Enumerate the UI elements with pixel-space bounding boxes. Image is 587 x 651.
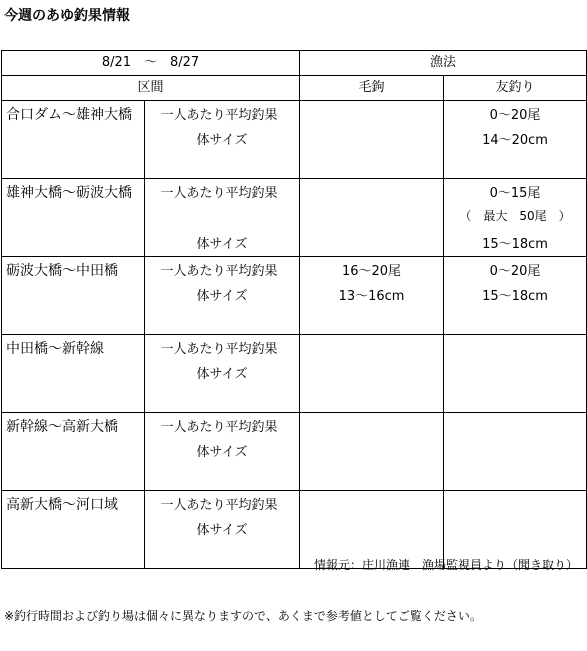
section-name: 高新大橋～河口域 — [2, 491, 145, 569]
tomozuri-catch-value: 0～20尾 — [489, 108, 541, 123]
body-size-label: 体サイズ — [196, 367, 248, 382]
avg-catch-label: 一人あたり平均釣果 — [160, 342, 278, 357]
avg-catch-label: 一人あたり平均釣果 — [160, 420, 278, 435]
kegari-size-value: 13～16cm — [338, 289, 405, 304]
table-row — [2, 101, 587, 179]
table-row — [2, 257, 587, 335]
tomozuri-size-value: 15～18cm — [482, 237, 548, 252]
tomozuri-size-value: 14～20cm — [482, 133, 548, 148]
tomozuri-catch-value: 0～15尾 — [489, 186, 541, 201]
avg-catch-label: 一人あたり平均釣果 — [160, 186, 278, 201]
kegari-column-header: 毛鉤 — [300, 76, 444, 101]
disclaimer-note: ※釣行時間および釣り場は個々に異なりますので、あくまで参考値としてご覧ください。 — [4, 609, 482, 623]
body-size-label: 体サイズ — [196, 289, 248, 304]
body-size-label: 体サイズ — [196, 237, 248, 252]
info-source: 情報元：庄川漁連 漁場監視員より（聞き取り） — [313, 558, 578, 572]
section-name: 砺波大橋～中田橋 — [2, 257, 145, 335]
kegari-catch-value: 16～20尾 — [341, 264, 402, 279]
catch-report-table — [1, 50, 587, 569]
tomozuri-max-value: （ 最大 50尾 ） — [459, 209, 571, 223]
avg-catch-label: 一人あたり平均釣果 — [160, 264, 278, 279]
tomozuri-column-header: 友釣り — [444, 76, 587, 101]
avg-catch-label: 一人あたり平均釣果 — [160, 108, 278, 123]
table-row — [2, 413, 587, 491]
period-header: 8/21 ～ 8/27 — [2, 51, 300, 76]
avg-catch-label: 一人あたり平均釣果 — [160, 498, 278, 513]
section-name: 合口ダム～雄神大橋 — [2, 101, 145, 179]
tomozuri-catch-value: 0～20尾 — [489, 264, 541, 279]
tomozuri-size-value: 15～18cm — [482, 289, 548, 304]
table-row — [2, 179, 587, 257]
section-name: 新幹線～高新大橋 — [2, 413, 145, 491]
body-size-label: 体サイズ — [196, 445, 248, 460]
section-column-header: 区間 — [2, 76, 300, 101]
method-group-header: 漁法 — [300, 51, 587, 76]
page-title: 今週のあゆ釣果情報 — [4, 8, 130, 24]
table-row — [2, 335, 587, 413]
body-size-label: 体サイズ — [196, 133, 248, 148]
section-name: 雄神大橋～砺波大橋 — [2, 179, 145, 257]
body-size-label: 体サイズ — [196, 523, 248, 538]
section-name: 中田橋～新幹線 — [2, 335, 145, 413]
